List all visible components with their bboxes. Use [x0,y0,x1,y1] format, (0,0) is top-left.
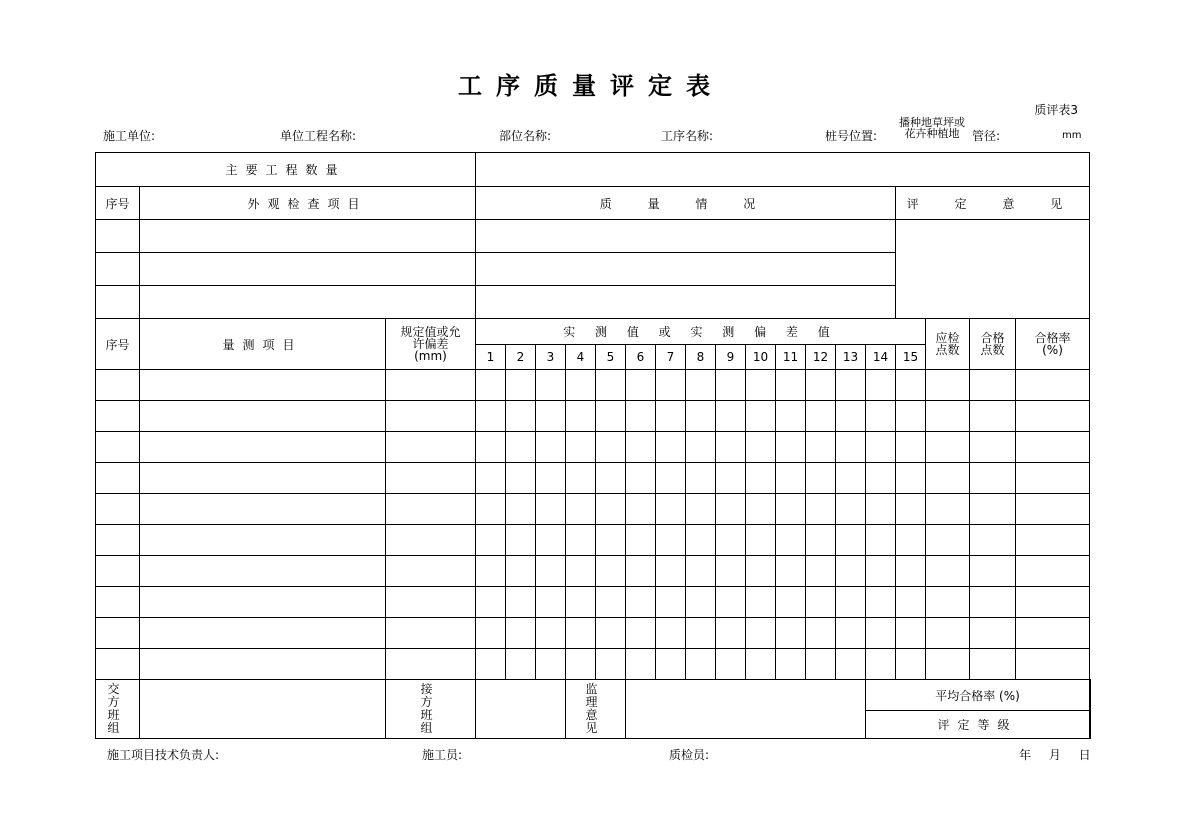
pass-rate-cell[interactable] [1016,494,1090,525]
measured-value-cell[interactable] [866,494,896,525]
measured-value-cell[interactable] [506,556,536,587]
measured-value-cell[interactable] [656,618,686,649]
should-check-points-cell[interactable] [926,494,970,525]
measured-value-cell[interactable] [536,525,566,556]
measured-value-cell[interactable] [626,432,656,463]
project-name-label: 单位工程名称: [280,129,357,143]
measured-value-cell[interactable] [746,401,776,432]
measured-value-cell[interactable] [776,556,806,587]
measured-value-cell[interactable] [866,618,896,649]
measured-value-cell[interactable] [836,494,866,525]
spec-value-cell[interactable] [386,618,476,649]
measured-value-cell[interactable] [746,370,776,401]
measured-value-cell[interactable] [716,432,746,463]
measured-value-cell[interactable] [596,494,626,525]
measured-value-cell[interactable] [476,525,506,556]
measured-value-cell[interactable] [476,649,506,680]
measured-value-cell[interactable] [806,618,836,649]
measured-value-cell[interactable] [566,649,596,680]
measured-value-cell[interactable] [776,494,806,525]
measured-value-cell[interactable] [806,432,836,463]
seq-header: 序号 [96,187,140,220]
measured-value-cell[interactable] [536,618,566,649]
measured-value-cell[interactable] [896,370,926,401]
measured-value-cell[interactable] [506,370,536,401]
supervisor-opinion-cell[interactable] [626,680,866,739]
point-number-header: 3 [536,345,566,370]
measured-value-cell[interactable] [746,463,776,494]
pass-points-cell[interactable] [970,401,1016,432]
quality-status-header: 质 量 情 况 [476,187,896,220]
measured-value-cell[interactable] [806,401,836,432]
measure-item-cell[interactable] [140,525,386,556]
measured-value-cell[interactable] [866,432,896,463]
measured-value-cell[interactable] [896,494,926,525]
measured-value-cell[interactable] [626,401,656,432]
measure-row [96,463,1091,494]
measured-value-cell[interactable] [566,370,596,401]
measured-value-cell[interactable] [716,649,746,680]
measured-value-cell[interactable] [896,587,926,618]
pipe-unit: mm [1062,130,1082,141]
pass-rate-cell[interactable] [1016,463,1090,494]
measured-value-cell[interactable] [596,587,626,618]
measure-item-cell[interactable] [140,587,386,618]
measured-value-cell[interactable] [656,401,686,432]
measured-value-cell[interactable] [716,463,746,494]
measured-value-cell[interactable] [476,494,506,525]
measured-value-cell[interactable] [866,370,896,401]
should-check-points-header: 应检点数 [926,319,970,370]
tech-lead-label: 施工项目技术负责人: [107,748,220,762]
measured-value-cell[interactable] [626,494,656,525]
measured-value-cell[interactable] [626,649,656,680]
seq-header: 序号 [96,319,140,370]
pass-rate-cell[interactable] [1016,618,1090,649]
should-check-points-cell[interactable] [926,525,970,556]
receiving-team-label: 接方班组 [386,680,476,739]
pass-points-cell[interactable] [970,618,1016,649]
measured-value-cell[interactable] [506,649,536,680]
measure-item-cell[interactable] [140,618,386,649]
point-number-header: 1 [476,345,506,370]
measured-value-cell[interactable] [506,494,536,525]
measure-row [96,556,1091,587]
measured-value-cell[interactable] [866,587,896,618]
measured-value-cell[interactable] [506,463,536,494]
measured-value-cell[interactable] [686,370,716,401]
page-title: 工序质量评定表 [458,71,724,100]
pass-rate-header: 合格率(%) [1016,319,1090,370]
measured-value-cell[interactable] [506,432,536,463]
point-number-header: 2 [506,345,536,370]
point-number-header: 15 [896,345,926,370]
measured-value-cell[interactable] [566,463,596,494]
pass-rate-cell[interactable] [1016,587,1090,618]
inspector-label: 质检员: [669,748,710,762]
measured-value-cell[interactable] [626,370,656,401]
pass-rate-cell[interactable] [1016,649,1090,680]
measure-row [96,649,1091,680]
measure-seq-cell[interactable] [96,556,140,587]
form-number: 质评表3 [1034,103,1078,117]
measure-row [96,401,1091,432]
measured-value-cell[interactable] [596,649,626,680]
pass-points-cell[interactable] [970,525,1016,556]
point-number-header: 13 [836,345,866,370]
spec-value-cell[interactable] [386,649,476,680]
measure-seq-cell[interactable] [96,494,140,525]
measured-value-cell[interactable] [536,463,566,494]
measured-value-cell[interactable] [626,525,656,556]
pile-position-value: 播种地草坪或花卉种植地 [899,116,965,140]
measured-value-cell[interactable] [566,525,596,556]
measured-value-cell[interactable] [896,525,926,556]
measured-value-cell[interactable] [476,587,506,618]
measured-value-cell[interactable] [746,618,776,649]
measured-value-cell[interactable] [506,525,536,556]
pass-rate-cell[interactable] [1016,370,1090,401]
measured-value-cell[interactable] [866,401,896,432]
avg-pass-rate-cell[interactable] [1090,680,1091,711]
measure-seq-cell[interactable] [96,432,140,463]
main-quantity-value[interactable] [476,153,1090,187]
should-check-points-cell[interactable] [926,463,970,494]
avg-pass-rate-label: 平均合格率 (%) [866,680,1090,711]
measured-value-cell[interactable] [776,525,806,556]
appearance-item-cell[interactable] [140,253,476,286]
measured-value-cell[interactable] [656,432,686,463]
measured-value-cell[interactable] [686,587,716,618]
measured-values-header: 实 测 值 或 实 测 偏 差 值 [476,319,926,345]
measured-value-cell[interactable] [626,556,656,587]
measured-value-cell[interactable] [836,401,866,432]
measured-value-cell[interactable] [506,401,536,432]
measured-value-cell[interactable] [746,525,776,556]
measured-value-cell[interactable] [626,587,656,618]
pass-points-cell[interactable] [970,494,1016,525]
quality-status-cell[interactable] [476,286,896,319]
measured-value-cell[interactable] [596,463,626,494]
measured-value-cell[interactable] [716,618,746,649]
measured-value-cell[interactable] [686,401,716,432]
measured-value-cell[interactable] [536,370,566,401]
assessment-opinion-cell[interactable] [896,220,1090,319]
should-check-points-cell[interactable] [926,649,970,680]
spec-value-cell[interactable] [386,525,476,556]
point-number-header: 12 [806,345,836,370]
measured-value-cell[interactable] [866,649,896,680]
measure-item-cell[interactable] [140,463,386,494]
measured-value-cell[interactable] [896,463,926,494]
measured-value-cell[interactable] [566,401,596,432]
measured-value-cell[interactable] [476,556,506,587]
measured-value-cell[interactable] [746,494,776,525]
point-number-header: 10 [746,345,776,370]
measure-seq-cell[interactable] [96,401,140,432]
measured-value-cell[interactable] [686,649,716,680]
point-number-header: 4 [566,345,596,370]
measure-seq-cell[interactable] [96,587,140,618]
measured-value-cell[interactable] [566,432,596,463]
pile-position-label: 桩号位置: [825,129,878,143]
measured-value-cell[interactable] [806,370,836,401]
measure-row [96,494,1091,525]
spec-value-header: 规定值或允许偏差(mm) [386,319,476,370]
constructor-label: 施工员: [422,748,463,762]
construction-unit-label: 施工单位: [103,129,156,143]
measured-value-cell[interactable] [866,525,896,556]
measured-value-cell[interactable] [686,556,716,587]
measured-value-cell[interactable] [656,494,686,525]
measured-value-cell[interactable] [716,587,746,618]
measure-item-header: 量测项目 [140,319,386,370]
measured-value-cell[interactable] [536,587,566,618]
should-check-points-cell[interactable] [926,556,970,587]
measured-value-cell[interactable] [536,494,566,525]
measured-value-cell[interactable] [686,618,716,649]
measured-value-cell[interactable] [566,587,596,618]
measured-value-cell[interactable] [716,525,746,556]
measured-value-cell[interactable] [476,432,506,463]
measured-value-cell[interactable] [566,618,596,649]
spec-value-cell[interactable] [386,370,476,401]
measured-value-cell[interactable] [656,525,686,556]
measured-value-cell[interactable] [686,432,716,463]
measure-seq-cell[interactable] [96,649,140,680]
measured-value-cell[interactable] [656,587,686,618]
measured-value-cell[interactable] [806,556,836,587]
measure-seq-cell[interactable] [96,618,140,649]
measured-value-cell[interactable] [566,494,596,525]
appearance-item-cell[interactable] [140,220,476,253]
supervisor-opinion-label: 监理意见 [566,680,626,739]
grade-cell[interactable] [1090,711,1091,739]
process-name-label: 工序名称: [661,129,714,143]
point-number-header: 8 [686,345,716,370]
should-check-points-cell[interactable] [926,587,970,618]
measured-value-cell[interactable] [716,401,746,432]
measured-value-cell[interactable] [476,401,506,432]
appearance-item-cell[interactable] [140,286,476,319]
measured-value-cell[interactable] [896,432,926,463]
handover-team-label: 交方班组 [96,680,140,739]
measured-value-cell[interactable] [836,432,866,463]
spec-value-cell[interactable] [386,587,476,618]
measured-value-cell[interactable] [776,432,806,463]
measured-value-cell[interactable] [836,587,866,618]
measure-seq-cell[interactable] [96,525,140,556]
measured-value-cell[interactable] [656,463,686,494]
measured-value-cell[interactable] [476,618,506,649]
appearance-seq-cell[interactable] [96,253,140,286]
should-check-points-cell[interactable] [926,432,970,463]
measured-value-cell[interactable] [806,587,836,618]
measure-row [96,618,1091,649]
measured-value-cell[interactable] [566,556,596,587]
spec-value-cell[interactable] [386,494,476,525]
pass-rate-cell[interactable] [1016,525,1090,556]
pass-rate-cell[interactable] [1016,401,1090,432]
measured-value-cell[interactable] [866,463,896,494]
pass-rate-cell[interactable] [1016,556,1090,587]
measured-value-cell[interactable] [596,370,626,401]
measured-value-cell[interactable] [776,649,806,680]
measured-value-cell[interactable] [836,463,866,494]
measured-value-cell[interactable] [806,494,836,525]
measured-value-cell[interactable] [506,587,536,618]
measure-row [96,370,1091,401]
measured-value-cell[interactable] [836,525,866,556]
measured-value-cell[interactable] [716,370,746,401]
quality-status-cell[interactable] [476,253,896,286]
measure-item-cell[interactable] [140,649,386,680]
measured-value-cell[interactable] [806,649,836,680]
measured-value-cell[interactable] [716,494,746,525]
quality-assessment-table [95,152,1091,739]
measured-value-cell[interactable] [896,649,926,680]
receiving-team-cell[interactable] [476,680,566,739]
measured-value-cell[interactable] [536,432,566,463]
measured-value-cell[interactable] [476,370,506,401]
pass-points-cell[interactable] [970,556,1016,587]
appearance-seq-cell[interactable] [96,286,140,319]
measured-value-cell[interactable] [836,556,866,587]
pass-points-cell[interactable] [970,432,1016,463]
date-label: 年 月 日 [1019,748,1091,762]
measured-value-cell[interactable] [626,463,656,494]
measured-value-cell[interactable] [536,649,566,680]
measured-value-cell[interactable] [596,401,626,432]
measured-value-cell[interactable] [536,401,566,432]
measured-value-cell[interactable] [896,618,926,649]
measured-value-cell[interactable] [776,618,806,649]
spec-value-cell[interactable] [386,401,476,432]
point-number-header: 9 [716,345,746,370]
measured-value-cell[interactable] [686,525,716,556]
measured-value-cell[interactable] [596,525,626,556]
measured-value-cell[interactable] [716,556,746,587]
measured-value-cell[interactable] [776,463,806,494]
assessment-opinion-header: 评 定 意 见 [896,187,1090,220]
measured-value-cell[interactable] [596,618,626,649]
measure-item-cell[interactable] [140,432,386,463]
measured-value-cell[interactable] [866,556,896,587]
measured-value-cell[interactable] [746,649,776,680]
pass-rate-cell[interactable] [1016,432,1090,463]
measured-value-cell[interactable] [656,649,686,680]
spec-value-cell[interactable] [386,432,476,463]
measured-value-cell[interactable] [806,525,836,556]
measure-row [96,525,1091,556]
should-check-points-cell[interactable] [926,401,970,432]
grade-label: 评定等级 [866,711,1090,739]
measure-item-cell[interactable] [140,494,386,525]
pass-points-header: 合格点数 [970,319,1016,370]
measured-value-cell[interactable] [746,587,776,618]
pass-points-cell[interactable] [970,463,1016,494]
measured-value-cell[interactable] [836,618,866,649]
quality-status-cell[interactable] [476,220,896,253]
pass-points-cell[interactable] [970,587,1016,618]
part-name-label: 部位名称: [499,129,552,143]
measured-value-cell[interactable] [776,587,806,618]
point-number-header: 5 [596,345,626,370]
measured-value-cell[interactable] [596,556,626,587]
measured-value-cell[interactable] [536,556,566,587]
spec-value-cell[interactable] [386,463,476,494]
measured-value-cell[interactable] [476,463,506,494]
measure-item-cell[interactable] [140,401,386,432]
measured-value-cell[interactable] [656,556,686,587]
measured-value-cell[interactable] [806,463,836,494]
should-check-points-cell[interactable] [926,370,970,401]
appearance-seq-cell[interactable] [96,220,140,253]
measured-value-cell[interactable] [776,370,806,401]
pipe-diameter-label: 管径: [972,129,1001,143]
appearance-item-header: 外观检查项目 [140,187,476,220]
point-number-header: 14 [866,345,896,370]
measured-value-cell[interactable] [836,370,866,401]
measured-value-cell[interactable] [686,494,716,525]
measure-item-cell[interactable] [140,556,386,587]
measured-value-cell[interactable] [596,432,626,463]
measured-value-cell[interactable] [746,556,776,587]
should-check-points-cell[interactable] [926,618,970,649]
handover-team-cell[interactable] [140,680,386,739]
measure-row [96,587,1091,618]
measured-value-cell[interactable] [506,618,536,649]
measure-seq-cell[interactable] [96,463,140,494]
measured-value-cell[interactable] [896,401,926,432]
point-number-header: 11 [776,345,806,370]
measured-value-cell[interactable] [776,401,806,432]
point-number-header: 7 [656,345,686,370]
main-quantity-label: 主要工程数量 [96,153,476,187]
measured-value-cell[interactable] [746,432,776,463]
point-number-header: 6 [626,345,656,370]
measure-item-cell[interactable] [140,370,386,401]
measured-value-cell[interactable] [656,370,686,401]
pass-points-cell[interactable] [970,370,1016,401]
measure-seq-cell[interactable] [96,370,140,401]
pass-points-cell[interactable] [970,649,1016,680]
measured-value-cell[interactable] [686,463,716,494]
measured-value-cell[interactable] [896,556,926,587]
measured-value-cell[interactable] [626,618,656,649]
spec-value-cell[interactable] [386,556,476,587]
measure-row [96,432,1091,463]
measured-value-cell[interactable] [836,649,866,680]
